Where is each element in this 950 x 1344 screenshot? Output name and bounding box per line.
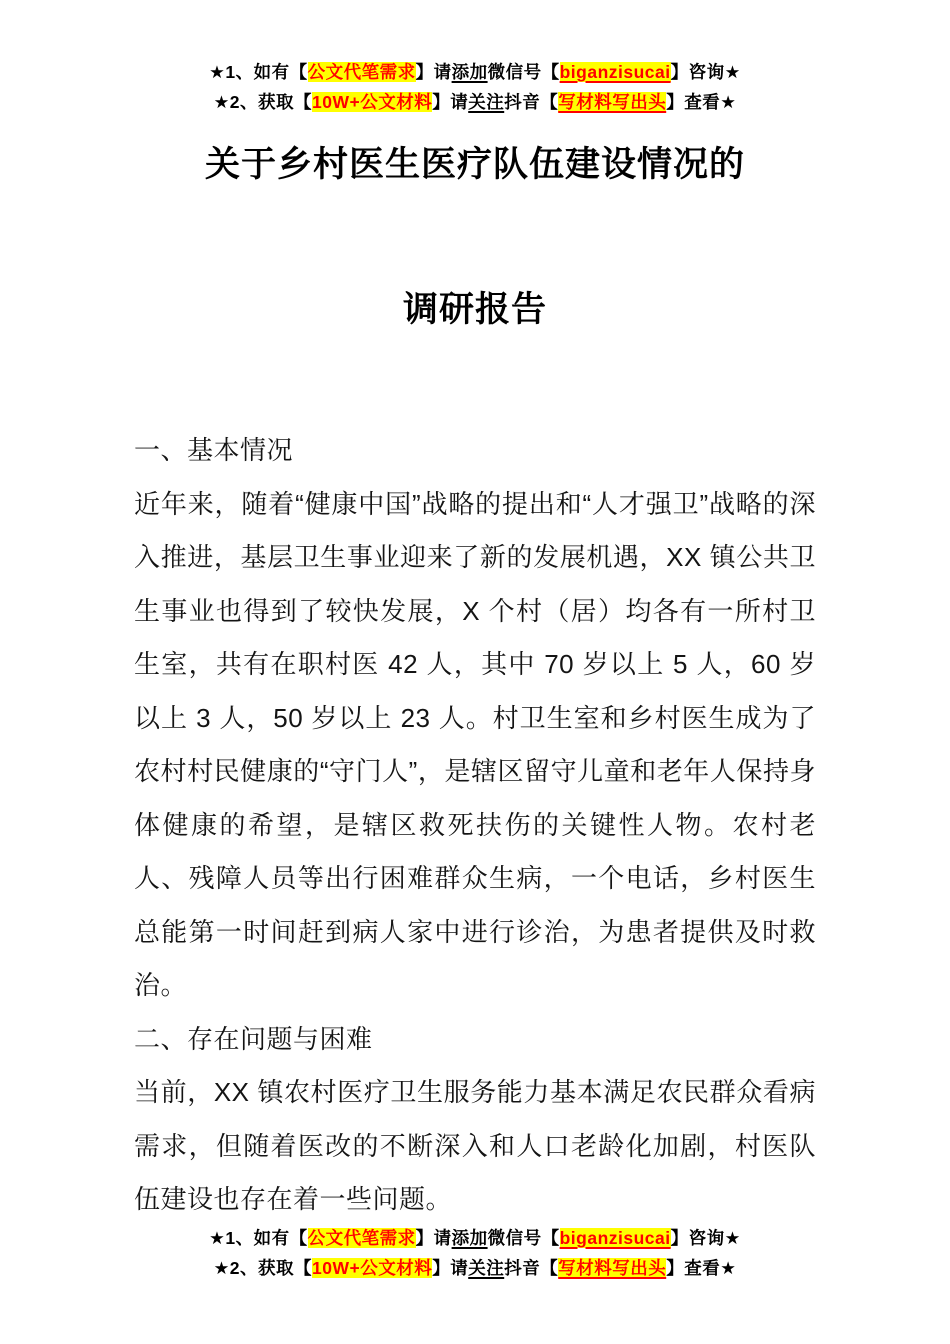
section-heading-2: 二、存在问题与困难 bbox=[134, 1023, 373, 1054]
doc-body bbox=[134, 424, 816, 1227]
banner-text: ★1、如有【 bbox=[209, 62, 308, 82]
banner-underline-follow: 关注 bbox=[468, 1258, 505, 1278]
banner-underline-follow: 关注 bbox=[468, 92, 505, 112]
banner-text: 】查看★ bbox=[666, 1258, 737, 1278]
promo-banner-footer bbox=[0, 1223, 950, 1283]
doc-title-line-2: 调研报告 bbox=[402, 290, 547, 329]
banner-highlight-materials: 10W+公文材料 bbox=[312, 92, 433, 112]
banner-text: 抖音【 bbox=[504, 1258, 559, 1278]
banner-text: ★1、如有【 bbox=[209, 1228, 308, 1248]
banner-text: 微信号【 bbox=[487, 1228, 560, 1248]
banner-text: 】请 bbox=[415, 1228, 452, 1248]
douyin-id: 写材料写出头 bbox=[558, 92, 667, 112]
doc-title-line-1: 关于乡村医生医疗队伍建设情况的 bbox=[204, 145, 745, 184]
banner-highlight-materials: 10W+公文材料 bbox=[312, 1258, 433, 1278]
promo-banner-line-1 bbox=[0, 1223, 950, 1253]
banner-text: 】请 bbox=[432, 1258, 469, 1278]
paragraph-problems: 当前，XX 镇农村医疗卫生服务能力基本满足农民群众看病需求，但随着医改的不断深入和人口老龄化加剧，村医队伍建设也存在着一些问题。 bbox=[134, 1077, 816, 1214]
promo-banner-header bbox=[0, 0, 950, 117]
banner-underline-add: 添加 bbox=[451, 1228, 488, 1248]
promo-banner-line-2 bbox=[0, 1253, 950, 1283]
douyin-id: 写材料写出头 bbox=[558, 1258, 667, 1278]
banner-text: 】请 bbox=[432, 92, 469, 112]
banner-underline-add: 添加 bbox=[451, 62, 488, 82]
banner-text: 】请 bbox=[415, 62, 452, 82]
banner-text: 】查看★ bbox=[666, 92, 737, 112]
paragraph-basic-situation: 近年来，随着“健康中国”战略的提出和“人才强卫”战略的深入推进，基层卫生事业迎来了新的发展机遇，XX 镇公共卫生事业也得到了较快发展，X 个村（居）均各有一所村卫生室，共有在职村医 42 人，其中 70 岁以上 5 人，60 岁以上 3 人，50 岁以上 23 人。村卫生室和乡村医生成为了农村村民健康的“守门人”，是辖区留守儿童和老年人保持身体健康的希望，是辖区救死扶伤的关键性人物。农村老人、残障人员等出行困难群众生病，一个电话，乡村医生总能第一时间赶到病人家中进行诊治，为患者提供及时救治。 bbox=[134, 488, 816, 1000]
banner-text: 】咨询★ bbox=[670, 62, 741, 82]
wechat-id: biganzisucai bbox=[559, 62, 671, 82]
wechat-id: biganzisucai bbox=[559, 1228, 671, 1248]
banner-text: ★2、获取【 bbox=[213, 92, 312, 112]
banner-text: 】咨询★ bbox=[670, 1228, 741, 1248]
banner-text: 微信号【 bbox=[487, 62, 560, 82]
banner-text: ★2、获取【 bbox=[213, 1258, 312, 1278]
section-heading-1: 一、基本情况 bbox=[134, 435, 294, 465]
banner-highlight-writing-service: 公文代笔需求 bbox=[307, 1228, 416, 1248]
banner-text: 抖音【 bbox=[504, 92, 559, 112]
promo-banner-line-1 bbox=[0, 57, 950, 87]
banner-highlight-writing-service: 公文代笔需求 bbox=[307, 62, 416, 82]
promo-banner-line-2 bbox=[0, 87, 950, 117]
